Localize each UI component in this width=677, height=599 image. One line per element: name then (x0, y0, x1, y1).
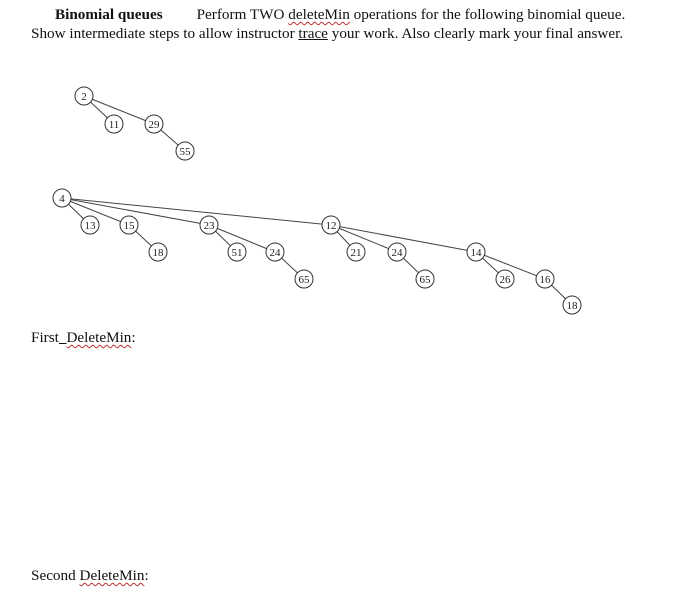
tree-node-12 (322, 216, 340, 234)
tree-node-16 (536, 270, 554, 288)
tree-node-15 (120, 216, 138, 234)
node-key: 15 (123, 220, 135, 232)
node-key: 2 (81, 91, 87, 103)
tree-node-29 (145, 115, 163, 133)
tree-edge (62, 198, 331, 225)
tree-node-18 (563, 296, 581, 314)
problem-trace: trace (298, 25, 328, 42)
tree-node-13 (81, 216, 99, 234)
tree-node-21 (347, 243, 365, 261)
first-word: DeleteMin (66, 329, 132, 346)
problem-text-3: your work. Also clearly mark your final answer. (327, 25, 624, 42)
node-key: 4 (59, 193, 65, 205)
tree-node-24 (266, 243, 284, 261)
second-prefix: Second (31, 567, 80, 584)
tree-node-23 (200, 216, 218, 234)
first-prefix: First (31, 329, 59, 346)
second-suffix: : (144, 567, 149, 584)
node-key: 11 (108, 119, 120, 131)
tree-node-24 (388, 243, 406, 261)
node-key: 23 (203, 220, 215, 232)
problem-op: deleteMin (288, 6, 350, 23)
problem-title: Binomial queues (55, 6, 163, 23)
tree-node-14 (467, 243, 485, 261)
node-key: 18 (566, 300, 578, 312)
tree-node-26 (496, 270, 514, 288)
node-key: 14 (470, 247, 482, 259)
node-key: 21 (350, 247, 362, 259)
tree-node-51 (228, 243, 246, 261)
node-key: 24 (269, 247, 281, 259)
tree-node-55 (176, 142, 194, 160)
node-key: 55 (179, 146, 191, 158)
problem-text-1: Perform TWO (196, 6, 289, 23)
first-deletemin-label (31, 329, 136, 347)
tree-node-11 (105, 115, 123, 133)
node-key: 13 (84, 220, 96, 232)
node-key: 18 (152, 247, 164, 259)
node-key: 65 (298, 274, 310, 286)
problem-text-2: operations for the following binomial queue. Show intermediate steps to allow instructor (31, 6, 626, 42)
second-deletemin-label (31, 567, 149, 585)
node-key: 16 (539, 274, 551, 286)
node-key: 51 (231, 247, 243, 259)
tree-node-18 (149, 243, 167, 261)
first-suffix: : (131, 329, 136, 346)
tree-node-4 (53, 189, 71, 207)
node-key: 65 (419, 274, 431, 286)
second-word: DeleteMin (79, 567, 145, 584)
node-key: 12 (325, 220, 337, 232)
tree-node-65 (295, 270, 313, 288)
tree-node-65 (416, 270, 434, 288)
node-key: 29 (148, 119, 160, 131)
tree-node-2 (75, 87, 93, 105)
node-key: 24 (391, 247, 403, 259)
node-key: 26 (499, 274, 511, 286)
